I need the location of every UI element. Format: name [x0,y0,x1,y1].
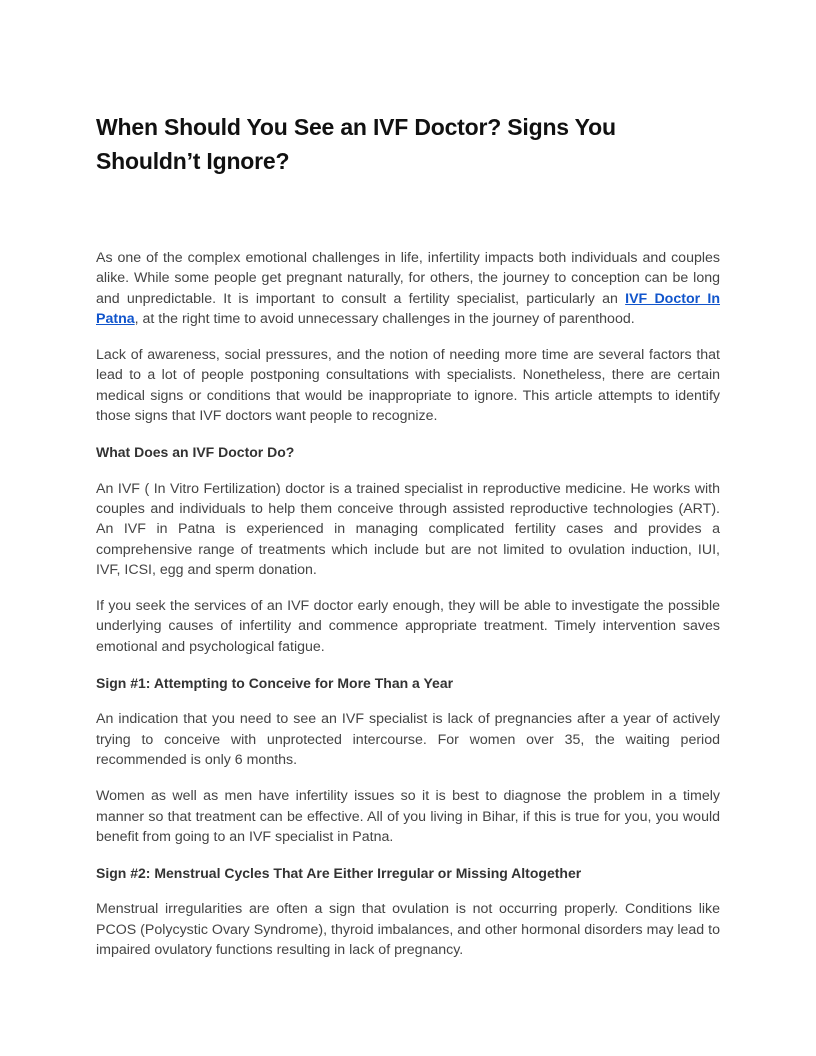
ivf-doctor-patna-link[interactable]: IVF Doctor In Patna [96,290,720,327]
document-body [96,248,720,960]
intro-paragraph [96,248,720,329]
sign-1-paragraph: An indication that you need to see an IVF specialist is lack of pregnancies after a year of actively trying to conceive with unprotected intercourse. For women over 35, the waiting period recommended is only 6 months. [96,711,720,768]
sign-2-paragraph: Menstrual irregularities are often a sign that ovulation is not occurring properly. Conditions like PCOS (Polycystic Ovary Syndrome), thyroid imbalances, and other hormonal disorders may lead to impaired ovulatory functions resulting in lack of pregnancy. [96,901,720,959]
section-heading-what-ivf-doctor-does: What Does an IVF Doctor Do? [96,444,295,461]
sign-1-followup-paragraph: Women as well as men have infertility issues so it is best to diagnose the problem in a timely manner so that treatment can be effective. All of you living in Bihar, if this is true for you, you would benefit from going to an IVF specialist in Patna. [96,788,720,845]
ivf-doctor-description-paragraph: An IVF ( In Vitro Fertilization) doctor is a trained specialist in reproductive medicine. He works with couples and individuals to help them conceive through assisted reproductive technologies (ART). An IVF in Patna is experienced in managing complicated fertility cases and provides a comprehensive range of treatments which include but are not limited to ovulation induction, IUI, IVF, ICSI, egg and sperm donation. [96,480,720,578]
section-heading-sign-1: Sign #1: Attempting to Conceive for More Than a Year [96,675,454,692]
early-intervention-paragraph: If you seek the services of an IVF doctor early enough, they will be able to investigate the possible underlying causes of infertility and commence appropriate treatment. Timely intervention saves emotional and psychological fatigue. [96,598,720,655]
intro-text-after-link: , at the right time to avoid unnecessary challenges in the journey of parenthood. [134,310,635,327]
document-page [96,110,720,976]
intro-text-before-link: As one of the complex emotional challenges in life, infertility impacts both individuals and couples alike. While some people get pregnant naturally, for others, the journey to conception can be long and unpredictable. It is important to consult a fertility specialist, particularly an [96,250,720,307]
section-heading-sign-2: Sign #2: Menstrual Cycles That Are Either Irregular or Missing Altogether [96,865,582,882]
awareness-paragraph: Lack of awareness, social pressures, and the notion of needing more time are several factors that lead to a lot of people postponing consultations with specialists. Nonetheless, there are certain medical signs or conditions that would be inappropriate to ignore. This article attempts to identify those signs that IVF doctors want people to recognize. [96,347,720,425]
document-title: When Should You See an IVF Doctor? Signs You Shouldn’t Ignore? [96,114,616,174]
